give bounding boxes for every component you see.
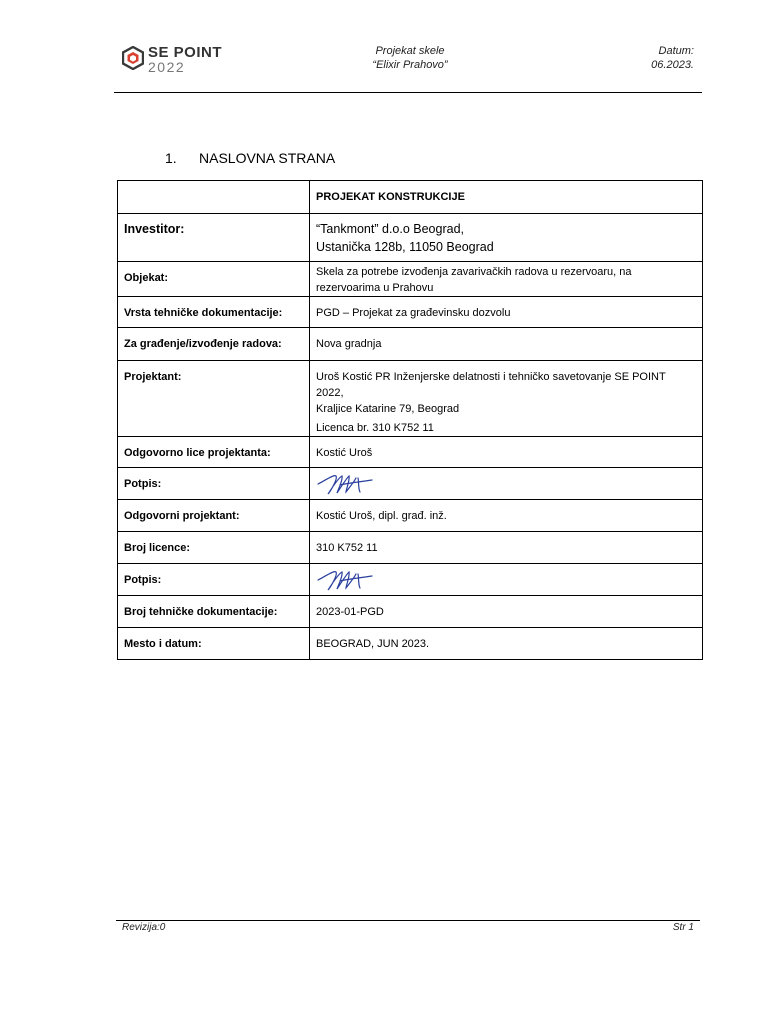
row-value: [310, 214, 703, 262]
table-row: [118, 596, 703, 628]
header-project-line1: Projekat skele: [375, 45, 445, 57]
table-row: [118, 297, 703, 328]
row-value: 2023-01-PGD: [310, 596, 703, 628]
section-heading: [165, 150, 335, 166]
row-label: Potpis:: [118, 564, 310, 596]
section-title: NASLOVNA STRANA: [199, 150, 336, 166]
row-label: Broj licence:: [118, 532, 310, 564]
row-value: [310, 468, 703, 500]
table-row: [118, 262, 703, 297]
footer-divider: [116, 920, 700, 921]
footer-revision: Revizija:0: [122, 922, 166, 933]
header-project: [340, 44, 480, 72]
section-number: 1.: [165, 150, 177, 166]
header-divider: [114, 92, 702, 93]
logo-hexagon-icon: [122, 46, 144, 70]
row-value: 310 K752 11: [310, 532, 703, 564]
table-row: [118, 468, 703, 500]
row-label: Odgovorni projektant:: [118, 500, 310, 532]
header-date-label: Datum:: [658, 45, 694, 57]
row-label: Potpis:: [118, 468, 310, 500]
table-header-empty-cell: [118, 181, 310, 214]
row-value-line3: Licenca br. 310 K752 11: [316, 422, 434, 434]
row-value: [310, 361, 703, 437]
table-row: [118, 628, 703, 660]
row-value-line2: Kraljice Katarine 79, Beograd: [316, 403, 460, 415]
signature-image: [316, 470, 376, 498]
logo-text-top: SE POINT: [148, 44, 223, 61]
table-header-row: [118, 181, 703, 214]
table-row: [118, 532, 703, 564]
row-value-line1: “Tankmont” d.o.o Beograd,: [316, 222, 464, 236]
row-value-line2: Ustanička 128b, 11050 Beograd: [316, 240, 494, 254]
table-row: [118, 361, 703, 437]
table-row: [118, 214, 703, 262]
table-row: [118, 437, 703, 468]
row-value: Kostić Uroš: [310, 437, 703, 468]
row-value: [310, 564, 703, 596]
row-label: Za građenje/izvođenje radova:: [118, 328, 310, 361]
table-row: [118, 328, 703, 361]
footer-page-number: Str 1: [672, 922, 694, 933]
row-value-line1: Skela za potrebe izvođenja zavarivačkih radova u rezervoaru, na: [316, 266, 632, 278]
header-date-value: 06.2023.: [651, 59, 694, 71]
signature-image: [316, 566, 376, 594]
row-label: Mesto i datum:: [118, 628, 310, 660]
header-project-line2: “Elixir Prahovo”: [372, 59, 448, 71]
table-row: [118, 500, 703, 532]
company-logo: [122, 44, 232, 76]
row-value: PGD – Projekat za građevinsku dozvolu: [310, 297, 703, 328]
row-label: Vrsta tehničke dokumentacije:: [118, 297, 310, 328]
row-value: Nova gradnja: [310, 328, 703, 361]
row-value: BEOGRAD, JUN 2023.: [310, 628, 703, 660]
table-row: [118, 564, 703, 596]
row-value: [310, 262, 703, 297]
row-label: Projektant:: [118, 361, 310, 437]
logo-text-bottom: 2022: [148, 59, 186, 75]
row-value-line1: Uroš Kostić PR Inženjerske delatnosti i tehničko savetovanje SE POINT 2022,: [316, 371, 666, 399]
row-label: Investitor:: [118, 214, 310, 262]
row-value: Kostić Uroš, dipl. građ. inž.: [310, 500, 703, 532]
title-page-table: [117, 180, 703, 660]
header-date: [651, 44, 694, 72]
row-label: Objekat:: [118, 262, 310, 297]
row-label: Odgovorno lice projektanta:: [118, 437, 310, 468]
row-label: Broj tehničke dokumentacije:: [118, 596, 310, 628]
row-value-line2: rezervoarima u Prahovu: [316, 282, 434, 294]
table-heading: PROJEKAT KONSTRUKCIJE: [310, 181, 703, 214]
